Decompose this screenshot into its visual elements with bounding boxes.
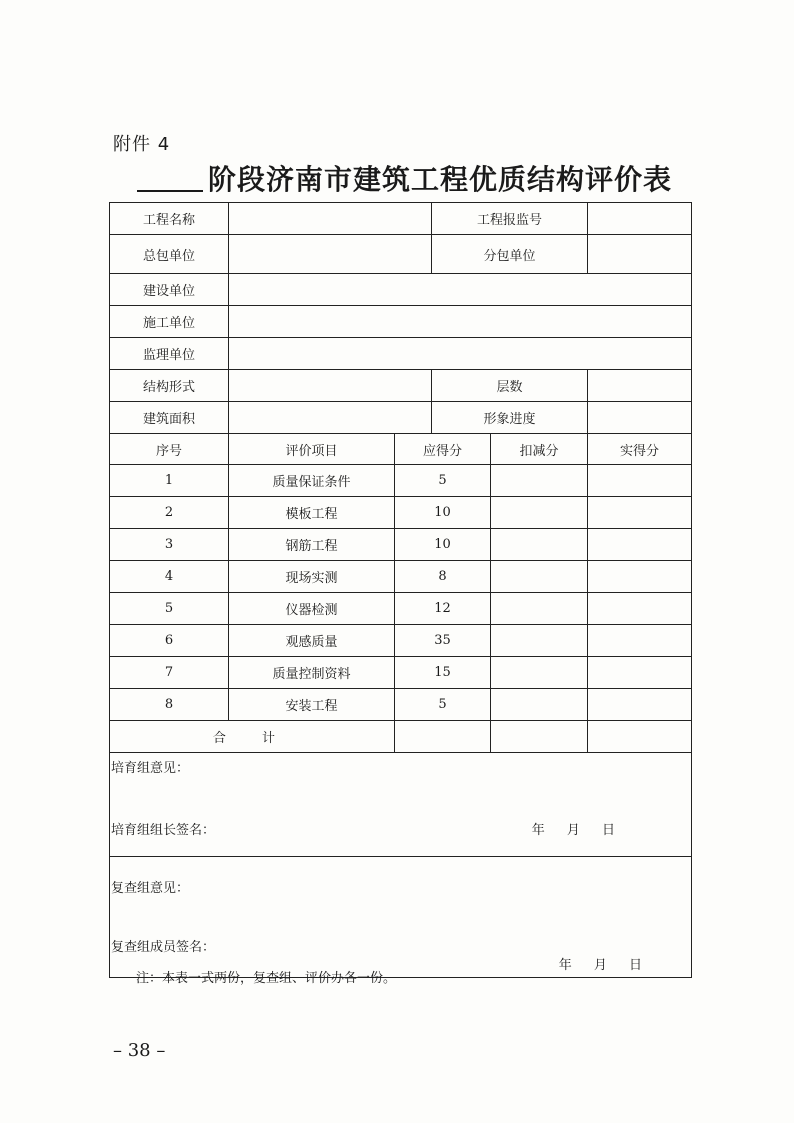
header-item: 评价项目: [229, 434, 395, 465]
row-deduction-field[interactable]: [491, 689, 588, 721]
constructor-field[interactable]: [229, 306, 692, 338]
cultivation-opinion-cell[interactable]: [110, 753, 692, 857]
row-actual-field[interactable]: [588, 497, 692, 529]
row-item: 现场实测: [229, 561, 395, 593]
row-deduction-field[interactable]: [491, 497, 588, 529]
total-deduction-field[interactable]: [491, 721, 588, 753]
row-item: 安装工程: [229, 689, 395, 721]
general-contractor-label: 总包单位: [110, 235, 229, 274]
row-deduction-field[interactable]: [491, 529, 588, 561]
row-points: 10: [395, 529, 491, 561]
header-no: 序号: [110, 434, 229, 465]
row-points: 12: [395, 593, 491, 625]
row-actual-field[interactable]: [588, 593, 692, 625]
row-points: 35: [395, 625, 491, 657]
constructor-label: 施工单位: [110, 306, 229, 338]
cultivation-date-label: 年 月 日: [531, 823, 616, 838]
row-item: 质量控制资料: [229, 657, 395, 689]
progress-field[interactable]: [588, 402, 692, 434]
review-date-label: 年 月 日: [558, 958, 643, 973]
row-no: 8: [110, 689, 229, 721]
form-title: 阶段济南市建筑工程优质结构评价表: [208, 163, 673, 196]
header-deduction: 扣减分: [491, 434, 588, 465]
general-contractor-field[interactable]: [229, 235, 432, 274]
row-actual-field[interactable]: [588, 561, 692, 593]
row-no: 5: [110, 593, 229, 625]
row-item: 钢筋工程: [229, 529, 395, 561]
stage-blank-line: [137, 190, 203, 192]
progress-label: 形象进度: [432, 402, 588, 434]
table-row: [110, 689, 692, 721]
row-no: 7: [110, 657, 229, 689]
review-opinion-label: 复查组意见：: [111, 881, 190, 896]
owner-field[interactable]: [229, 274, 692, 306]
owner-label: 建设单位: [110, 274, 229, 306]
row-no: 6: [110, 625, 229, 657]
project-name-label: 工程名称: [110, 203, 229, 235]
subcontractor-field[interactable]: [588, 235, 692, 274]
row-actual-field[interactable]: [588, 657, 692, 689]
row-no: 2: [110, 497, 229, 529]
report-no-field[interactable]: [588, 203, 692, 235]
floor-area-label: 建筑面积: [110, 402, 229, 434]
row-points: 8: [395, 561, 491, 593]
row-actual-field[interactable]: [588, 465, 692, 497]
header-points: 应得分: [395, 434, 491, 465]
structure-type-field[interactable]: [229, 370, 432, 402]
supervisor-field[interactable]: [229, 338, 692, 370]
review-sign-label: 复查组成员签名：: [111, 940, 216, 955]
table-row: [110, 561, 692, 593]
footnote: 注：本表一式两份，复查组、评价办各一份。: [136, 971, 397, 986]
floor-area-field[interactable]: [229, 402, 432, 434]
subcontractor-label: 分包单位: [432, 235, 588, 274]
table-row: [110, 657, 692, 689]
row-item: 观感质量: [229, 625, 395, 657]
row-points: 5: [395, 465, 491, 497]
row-points: 5: [395, 689, 491, 721]
table-row: [110, 497, 692, 529]
report-no-label: 工程报监号: [432, 203, 588, 235]
row-actual-field[interactable]: [588, 689, 692, 721]
total-actual-field[interactable]: [588, 721, 692, 753]
project-name-field[interactable]: [229, 203, 432, 235]
row-item: 仪器检测: [229, 593, 395, 625]
row-deduction-field[interactable]: [491, 593, 588, 625]
row-deduction-field[interactable]: [491, 657, 588, 689]
evaluation-table: [109, 202, 692, 978]
floors-label: 层数: [432, 370, 588, 402]
review-opinion-cell[interactable]: [110, 857, 692, 978]
floors-field[interactable]: [588, 370, 692, 402]
total-points-field[interactable]: [395, 721, 491, 753]
header-actual: 实得分: [588, 434, 692, 465]
page-number: – 38 –: [113, 1040, 166, 1061]
supervisor-label: 监理单位: [110, 338, 229, 370]
table-row: [110, 529, 692, 561]
row-no: 3: [110, 529, 229, 561]
row-no: 4: [110, 561, 229, 593]
structure-type-label: 结构形式: [110, 370, 229, 402]
total-label: 合 计: [110, 721, 395, 753]
row-points: 15: [395, 657, 491, 689]
attachment-label: 附件 4: [113, 134, 171, 155]
row-points: 10: [395, 497, 491, 529]
row-item: 模板工程: [229, 497, 395, 529]
table-row: [110, 625, 692, 657]
row-actual-field[interactable]: [588, 529, 692, 561]
row-no: 1: [110, 465, 229, 497]
table-row: [110, 465, 692, 497]
row-deduction-field[interactable]: [491, 465, 588, 497]
row-deduction-field[interactable]: [491, 625, 588, 657]
table-row: [110, 593, 692, 625]
row-item: 质量保证条件: [229, 465, 395, 497]
cultivation-sign-label: 培育组组长签名：: [111, 823, 216, 838]
row-actual-field[interactable]: [588, 625, 692, 657]
row-deduction-field[interactable]: [491, 561, 588, 593]
cultivation-opinion-label: 培育组意见：: [111, 761, 190, 776]
